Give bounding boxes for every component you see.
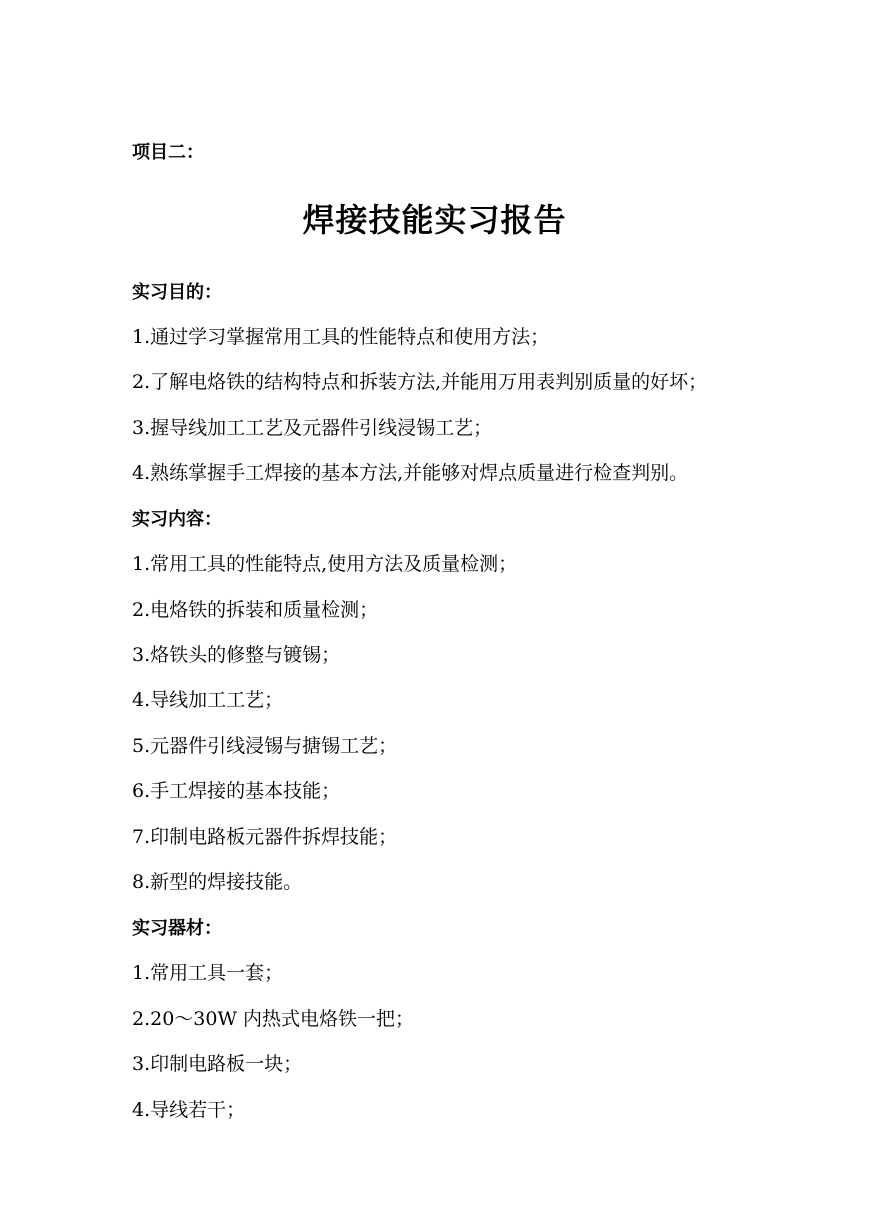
equipment-item-4: 4.导线若干； [132,1099,246,1121]
project-label: 项目二： [132,142,204,163]
content-item-1: 1.常用工具的性能特点,使用方法及质量检测； [132,553,518,575]
equipment-item-3: 3.印制电路板一块； [132,1053,303,1075]
section-heading-purpose: 实习目的： [132,282,222,303]
section-heading-content: 实习内容： [132,509,222,530]
purpose-item-3: 3.握导线加工工艺及元器件引线浸锡工艺； [132,417,493,439]
content-item-5: 5.元器件引线浸锡与搪锡工艺； [132,735,398,757]
content-item-2: 2.电烙铁的拆装和质量检测； [132,599,379,621]
purpose-item-4: 4.熟练掌握手工焊接的基本方法,并能够对焊点质量进行检查判别。 [132,462,689,484]
equipment-item-2: 2.20～30W 内热式电烙铁一把； [132,1008,415,1030]
content-item-6: 6.手工焊接的基本技能； [132,780,341,802]
content-item-4: 4.导线加工工艺； [132,689,284,711]
content-item-7: 7.印制电路板元器件拆焊技能； [132,826,398,848]
content-item-3: 3.烙铁头的修整与镀锡； [132,644,341,666]
section-heading-equipment: 实习器材： [132,918,222,939]
content-item-8: 8.新型的焊接技能。 [132,871,303,893]
purpose-item-1: 1.通过学习掌握常用工具的性能特点和使用方法； [132,326,550,348]
purpose-item-2: 2.了解电烙铁的结构特点和拆装方法,并能用万用表判别质量的好坏； [132,371,708,393]
document-title: 焊接技能实习报告 [302,201,567,239]
equipment-item-1: 1.常用工具一套； [132,962,284,984]
